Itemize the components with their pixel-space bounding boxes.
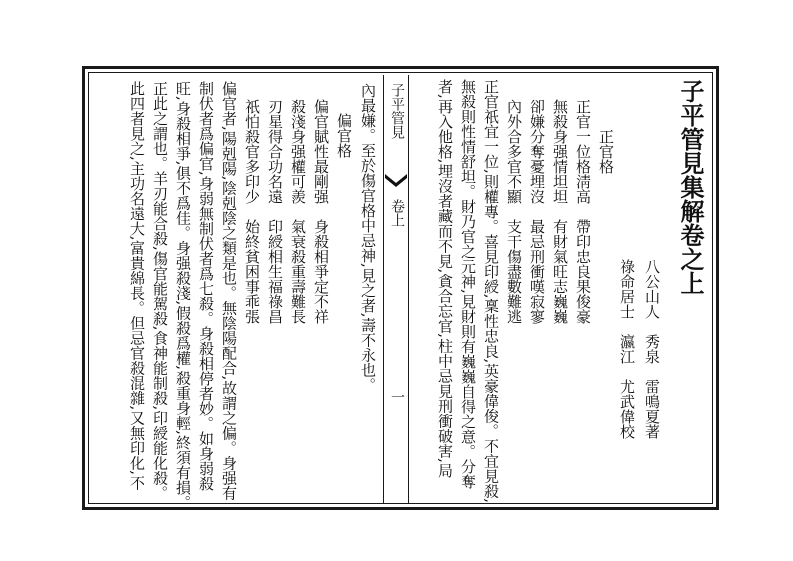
prose-line: 正此之謂也。羊刃能合殺,傷官能駕殺,食神能制殺,印綬能化殺。: [151, 81, 169, 501]
center-gutter: [383, 75, 409, 504]
author-line-2: 祿命居士 瀛江 尤武偉校: [618, 259, 636, 439]
fish-tail-mark-icon: [384, 173, 408, 195]
verse-line: 刃星得合功名遠 印綬相生福祿昌: [266, 99, 284, 324]
verse-line: 偏官賦性最剛强 身殺相爭定不祥: [312, 99, 330, 324]
verse-line: 殺淺身强權可羨 氣衰殺重壽難長: [289, 99, 307, 324]
continuation-line: 內最嫌。至於傷官格中忌神,見之者,壽不永也。: [359, 83, 377, 393]
gutter-volume: 卷上: [389, 199, 405, 227]
prose-line: 無殺則性情舒坦。財乃官之元神,見財則有巍巍自得之意。分奪: [459, 79, 477, 489]
prose-line: 旺,身殺相爭,俱不爲佳。身强殺淺,假殺爲權,殺重身輕,終須有損。: [174, 81, 192, 510]
verse-line: 卻嫌分奪憂埋沒 最忌刑衝嘆寂寥: [528, 99, 546, 324]
prose-line: 正官祇宜一位,則權專。喜見印綬,稟性忠良,英豪偉俊。不宜見殺,: [482, 79, 500, 504]
verse-line: 無殺身强情坦坦 有財氣旺志巍巍: [551, 99, 569, 324]
verse-line: 內外合多官不顯 支干傷盡數難逃: [505, 99, 523, 324]
gutter-page-number: 一: [389, 390, 405, 404]
prose-line: 偏官者,陽剋陽,陰剋陰之類是也。無陰陽配合,故謂之偏。身强有: [220, 81, 238, 501]
page-frame: [82, 66, 719, 510]
verse-line: 祇怕殺官多印少 始終貧困事乖張: [243, 99, 261, 324]
section-heading-pianguan: 偏官格: [335, 113, 353, 158]
author-line-1: 八公山人 秀泉 雷鳴夏著: [643, 259, 661, 439]
prose-line: 者,再入他格,埋沒者藏而不見,貪合忘官,柱中忌見刑衝破害,局: [436, 79, 454, 478]
book-title-heading: 子平管見集解卷之上: [676, 79, 705, 295]
gutter-book-title: 子平管見: [389, 83, 405, 139]
section-heading-zhengguan: 正官格: [597, 129, 615, 174]
prose-line: 制伏者爲偏官,身弱無制伏者爲七殺。身殺相停者妙。如身弱殺: [197, 81, 215, 491]
prose-line: 此四者見之,主功名遠大,富貴綿長。但忌官殺混雜,又無印化,不: [128, 81, 146, 491]
verse-line: 正官一位格淸高 帶印忠良果俊豪: [574, 99, 592, 324]
